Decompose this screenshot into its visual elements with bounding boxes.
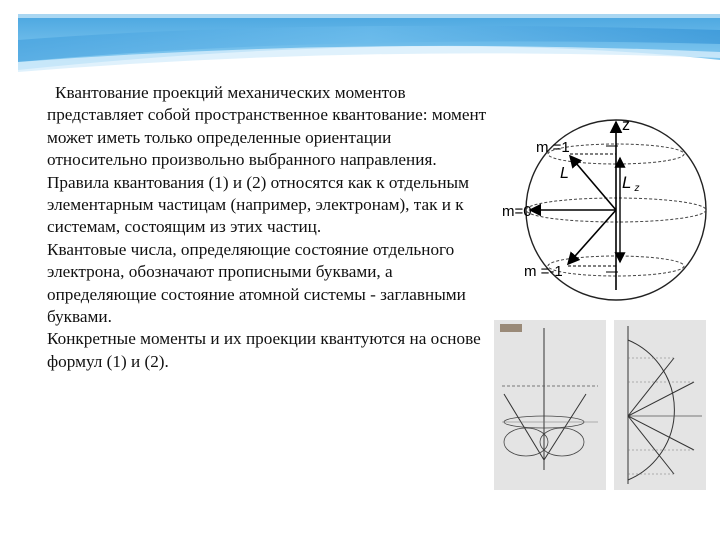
vector-label: L bbox=[560, 165, 569, 182]
logo-icon bbox=[500, 324, 522, 332]
semicircle-arc bbox=[628, 340, 674, 480]
m-level-minus1: m =-1 bbox=[524, 263, 563, 280]
projection-main: L bbox=[622, 173, 632, 192]
quantization-sphere-diagram bbox=[488, 112, 720, 308]
slide-text bbox=[47, 82, 487, 373]
lobe-left bbox=[504, 428, 548, 456]
projection-label bbox=[622, 173, 639, 194]
paragraph-4: Конкретные моменты и их проекции квантуются на основе формул (1) и (2). bbox=[47, 329, 481, 371]
m-level-plus1: m =1 bbox=[536, 139, 570, 156]
paragraph-2: Правила квантования (1) и (2) относятся как к отдельным элементарным частицам (например, электронам), так и к системам, состоящим из этих частиц. bbox=[47, 172, 469, 237]
vector-2 bbox=[628, 382, 694, 416]
z-axis-label: z bbox=[622, 117, 630, 134]
vector-3 bbox=[628, 416, 694, 450]
projection-subscript: z bbox=[634, 183, 640, 194]
m-level-zero: m=0 bbox=[502, 203, 532, 220]
header-banner bbox=[0, 0, 720, 80]
semicircle-figure bbox=[614, 320, 706, 490]
paragraph-1: Квантование проекций механических моментов представляет собой пространственное квантование: момент может иметь только определенные ориентации относительно произвольно выбранного направления. bbox=[47, 83, 487, 170]
semicircle-figure-panel bbox=[614, 320, 706, 490]
vector-1 bbox=[628, 358, 674, 416]
paragraph-3: Квантовые числа, определяющие состояние отдельного электрона, обозначают прописными буквами, а определяющие состояние атомной системы - заглавными буквами. bbox=[47, 239, 466, 327]
cone-figure-panel bbox=[494, 320, 606, 490]
cone-figure bbox=[494, 320, 606, 490]
